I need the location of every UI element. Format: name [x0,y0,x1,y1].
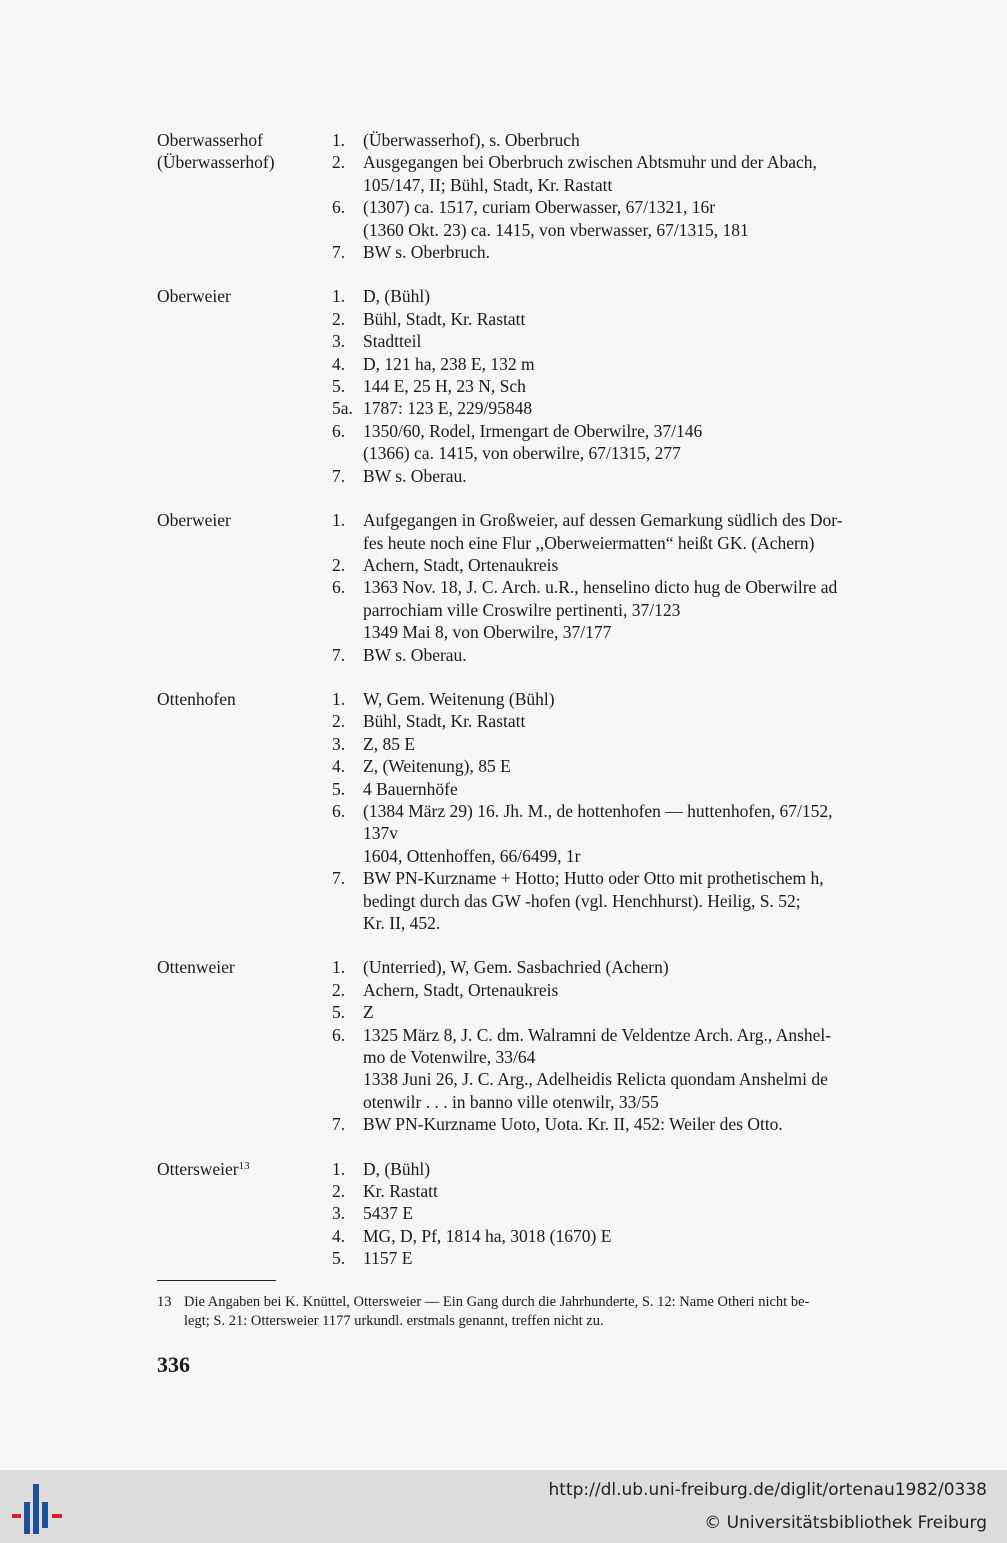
entry [157,956,937,1135]
item-line: fes heute noch eine Flur ,,Oberweiermatten“ heißt GK. (Achern) [363,532,815,553]
item-line: BW PN-Kurzname Uoto, Uota. Kr. II, 452: Weiler des Otto. [363,1114,783,1135]
entry-term-line: Ottenweier [157,957,235,978]
item-line: (1384 März 29) 16. Jh. M., de hottenhofen — huttenhofen, 67/152, [363,800,833,821]
item-line: 1363 Nov. 18, J. C. Arch. u.R., henselino dicto hug de Oberwilre ad [363,577,838,598]
item-text [363,1225,937,1247]
item-number: 7. [332,465,346,486]
footnote-rule [157,1280,276,1281]
item-line: Aufgegangen in Großweier, auf dessen Gemarkung südlich des Dor- [363,510,843,531]
item-text [363,420,937,465]
item-line: 1787: 123 E, 229/95848 [363,398,533,419]
item-number: 6. [332,1024,346,1045]
item-line: (1307) ca. 1517, curiam Oberwasser, 67/1321, 16r [363,197,716,218]
item-number: 6. [332,197,346,218]
item-number: 2. [332,152,346,173]
item-number: 7. [332,242,346,263]
item-text [363,151,937,196]
entry-item [332,733,937,755]
item-line: (1366) ca. 1415, von oberwilre, 67/1315, 277 [363,443,681,464]
ub-freiburg-logo-icon[interactable] [12,1484,64,1534]
item-text [363,867,937,934]
entry-item [332,129,937,151]
item-line: 1604, Ottenhoffen, 66/6499, 1r [363,845,581,866]
footnote-text [184,1293,809,1331]
item-text [363,1158,937,1180]
item-number: 2. [332,1181,346,1202]
entry [157,1158,937,1270]
item-line: Achern, Stadt, Ortenaukreis [363,554,559,575]
entry-items [332,688,937,934]
item-line: MG, D, Pf, 1814 ha, 3018 (1670) E [363,1225,612,1246]
item-text [363,308,937,330]
item-text [363,1024,937,1114]
entry-item [332,375,937,397]
entry-item [332,1113,937,1135]
item-text [363,353,937,375]
item-number: 1. [332,130,346,150]
item-number: 7. [332,868,346,889]
entry-item [332,778,937,800]
item-line: W, Gem. Weitenung (Bühl) [363,688,555,709]
item-line: Z [363,1002,374,1023]
entry-item [332,554,937,576]
item-line: Ausgegangen bei Oberbruch zwischen Abtsmuhr und der Abach, [363,152,817,173]
item-number: 4. [332,353,346,374]
item-line: 1325 März 8, J. C. dm. Walramni de Veldentze Arch. Arg., Anshel- [363,1024,832,1045]
item-line: D, 121 ha, 238 E, 132 m [363,353,535,374]
item-text [363,778,937,800]
item-number: 1. [332,286,346,307]
item-line: (Unterried), W, Gem. Sasbachried (Achern) [363,957,669,978]
entry-item [332,241,937,263]
footnote-reference: 13 [238,1159,250,1172]
item-line: Z, 85 E [363,733,416,754]
item-text [363,576,937,643]
entry-term-line [157,1158,327,1180]
item-line: parrochiam ville Croswilre pertinenti, 37/123 [363,599,681,620]
item-line: (Überwasserhof), s. Oberbruch [363,130,580,150]
entry-items [332,956,937,1135]
entry-term [157,509,327,531]
entry [157,509,937,666]
entry-item [332,330,937,352]
item-number: 1. [332,957,346,978]
entry-item [332,755,937,777]
footnote [157,1293,927,1331]
item-text [363,375,937,397]
item-text [363,129,937,151]
entry-item [332,576,937,643]
item-number: 3. [332,331,346,352]
item-line: Bühl, Stadt, Kr. Rastatt [363,711,526,732]
entry-term-line: (Überwasserhof) [157,152,275,173]
entry-items [332,129,937,263]
entry-item [332,353,937,375]
item-number: 4. [332,756,346,777]
item-line: Stadtteil [363,331,422,352]
entry-item [332,1202,937,1224]
item-line: 105/147, II; Bühl, Stadt, Kr. Rastatt [363,174,613,195]
item-number: 6. [332,800,346,821]
entry-item [332,1158,937,1180]
entry-item [332,710,937,732]
item-text [363,285,937,307]
item-number: 5. [332,376,346,397]
item-number: 6. [332,420,346,441]
entry-item [332,644,937,666]
entry [157,688,937,934]
library-footer [0,1470,1007,1543]
item-number: 2. [332,554,346,575]
entry-item [332,688,937,710]
item-line: mo de Votenwilre, 33/64 [363,1047,536,1068]
entry-item [332,979,937,1001]
item-line: BW s. Oberau. [363,644,467,665]
item-text [363,330,937,352]
item-number: 1. [332,688,346,709]
item-line: 1338 Juni 26, J. C. Arg., Adelheidis Relicta quondam Anshelmi de [363,1069,828,1090]
entry-item [332,465,937,487]
entry [157,285,937,487]
item-number: 2. [332,308,346,329]
footnote-line: legt; S. 21: Ottersweier 1177 urkundl. erstmals genannt, treffen nicht zu. [184,1313,604,1329]
item-number: 1. [332,510,346,531]
item-number: 5. [332,778,346,799]
entry-item [332,1225,937,1247]
item-text [363,554,937,576]
item-text [363,465,937,487]
entry-item [332,1180,937,1202]
item-line: BW s. Oberbruch. [363,242,491,263]
entry-term-line: Oberweier [157,286,231,307]
entry-item [332,509,937,554]
entry-item [332,956,937,978]
item-line: Kr. II, 452. [363,913,441,933]
item-line: 144 E, 25 H, 23 N, Sch [363,376,526,397]
item-text [363,1113,937,1135]
entry-term [157,1158,327,1180]
item-text [363,397,937,419]
entry-item [332,867,937,934]
item-line: Kr. Rastatt [363,1181,438,1202]
item-text [363,800,937,867]
item-number: 5a. [332,398,353,419]
item-line: otenwilr . . . in banno ville otenwilr, 33/55 [363,1091,659,1112]
item-text [363,1247,937,1269]
item-number: 3. [332,733,346,754]
entry-term-text: Ottersweier [157,1158,239,1179]
item-line: 1350/60, Rodel, Irmengart de Oberwilre, 37/146 [363,420,703,441]
item-text [363,1202,937,1224]
item-text [363,710,937,732]
item-line: Achern, Stadt, Ortenaukreis [363,979,559,1000]
item-line: Z, (Weitenung), 85 E [363,756,511,777]
page-number: 336 [157,1352,190,1377]
gazetteer-entries [157,129,937,1270]
entry-item [332,800,937,867]
item-line: Bühl, Stadt, Kr. Rastatt [363,308,526,329]
item-text [363,733,937,755]
item-text [363,241,937,263]
item-number: 7. [332,644,346,665]
entry-item [332,151,937,196]
entry-item [332,196,937,241]
entry-item [332,285,937,307]
item-line: D, (Bühl) [363,286,431,307]
entry-item [332,397,937,419]
item-line: 5437 E [363,1203,414,1224]
item-line: 137v [363,823,398,844]
item-number: 5. [332,1248,346,1269]
item-text [363,1180,937,1202]
item-text [363,755,937,777]
item-number: 4. [332,1225,346,1246]
document-url-link[interactable]: http://dl.ub.uni-freiburg.de/diglit/ortenau1982/0338 [548,1480,987,1500]
item-number: 1. [332,1158,346,1179]
entry-item [332,420,937,465]
item-number: 7. [332,1114,346,1135]
item-text [363,1001,937,1023]
item-text [363,196,937,241]
item-line: D, (Bühl) [363,1158,431,1179]
entry-term-line: Oberwasserhof [157,130,263,150]
entry-term-line: Ottenhofen [157,688,236,709]
entry-term [157,956,327,978]
entry-item [332,1024,937,1114]
copyright-text: © Universitätsbibliothek Freiburg [704,1513,987,1533]
item-line: 4 Bauernhöfe [363,778,458,799]
footnote-line: Die Angaben bei K. Knüttel, Ottersweier — Ein Gang durch die Jahrhunderte, S. 12: Name Otheri nicht be- [184,1294,810,1310]
item-line: bedingt durch das GW -hofen (vgl. Henchhurst). Heilig, S. 52; [363,890,801,911]
item-line: BW PN-Kurzname + Hotto; Hutto oder Otto mit prothetischem h, [363,868,824,889]
item-number: 5. [332,1002,346,1023]
entry-item [332,1001,937,1023]
item-line: (1360 Okt. 23) ca. 1415, von vberwasser, 67/1315, 181 [363,219,749,240]
entry-items [332,285,937,487]
item-number: 3. [332,1203,346,1224]
entry-item [332,308,937,330]
entry-term [157,688,327,710]
footnote-number: 13 [157,1294,172,1310]
entry [157,129,937,263]
item-line: 1349 Mai 8, von Oberwilre, 37/177 [363,622,612,643]
item-text [363,644,937,666]
entry-term [157,285,327,307]
item-number: 6. [332,577,346,598]
item-text [363,509,937,554]
item-line: 1157 E [363,1248,413,1269]
entry-term-line: Oberweier [157,510,231,531]
entry-term [157,129,327,174]
item-text [363,956,937,978]
entry-item [332,1247,937,1269]
item-text [363,979,937,1001]
item-line: BW s. Oberau. [363,465,467,486]
item-number: 2. [332,979,346,1000]
entry-items [332,1158,937,1270]
item-number: 2. [332,711,346,732]
entry-items [332,509,937,666]
item-text [363,688,937,710]
